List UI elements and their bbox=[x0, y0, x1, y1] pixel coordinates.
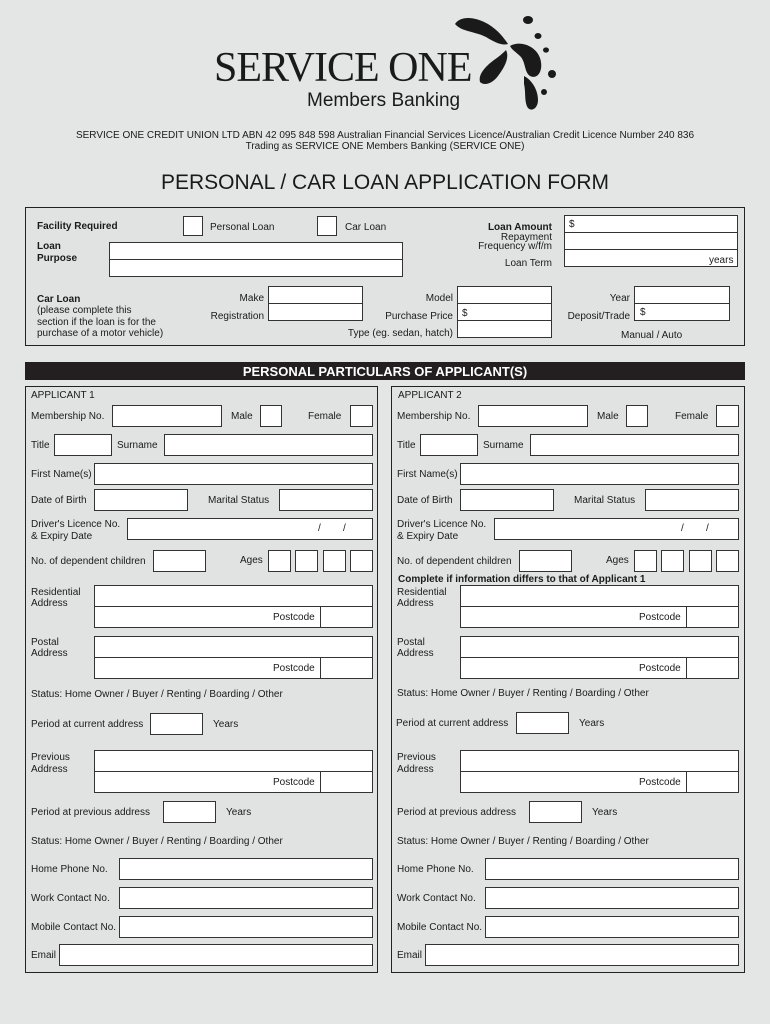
a1-period-previous-years: Years bbox=[226, 807, 252, 818]
a2-email-input[interactable] bbox=[425, 944, 739, 966]
a1-mobile-contact-input[interactable] bbox=[119, 916, 373, 938]
a1-home-phone-label: Home Phone No. bbox=[31, 864, 108, 875]
deposit-trade-label: Deposit/Trade bbox=[567, 311, 630, 322]
a2-home-phone-input[interactable] bbox=[485, 858, 739, 880]
a1-licence-label-2: & Expiry Date bbox=[31, 531, 93, 542]
a2-title-input[interactable] bbox=[420, 434, 478, 456]
a2-period-previous-label: Period at previous address bbox=[397, 807, 516, 818]
a2-period-current-input[interactable] bbox=[516, 712, 569, 734]
a2-previous-address-label: Address bbox=[397, 764, 434, 775]
a2-date-sep-2: / bbox=[706, 523, 709, 534]
purchase-price-label: Purchase Price bbox=[385, 311, 453, 322]
trading-line: Trading as SERVICE ONE Members Banking (SERVICE ONE) bbox=[245, 141, 525, 152]
purchase-price-currency: $ bbox=[462, 308, 468, 319]
a2-dob-input[interactable] bbox=[460, 489, 554, 511]
a2-dob-label: Date of Birth bbox=[397, 495, 453, 506]
a1-residential-address-label: Address bbox=[31, 598, 68, 609]
loan-purpose-input-2[interactable] bbox=[109, 259, 403, 277]
a2-male-checkbox[interactable] bbox=[626, 405, 648, 427]
year-input[interactable] bbox=[634, 286, 730, 304]
car-loan-heading: Car Loan bbox=[37, 294, 81, 305]
a2-status-label: Status: Home Owner / Buyer / Renting / Boarding / Other bbox=[397, 688, 649, 699]
make-input[interactable] bbox=[268, 286, 363, 304]
a2-licence-input[interactable] bbox=[494, 518, 739, 540]
licence-line: SERVICE ONE CREDIT UNION LTD ABN 42 095 848 598 Australian Financial Services Licence/Australian Credit Licence Number 240 836 bbox=[75, 130, 695, 141]
car-loan-note-2: section if the loan is for the bbox=[37, 317, 156, 328]
a1-work-contact-label: Work Contact No. bbox=[31, 893, 110, 904]
car-loan-checkbox[interactable] bbox=[317, 216, 337, 236]
a2-licence-label-2: & Expiry Date bbox=[397, 531, 459, 542]
manual-auto-label: Manual / Auto bbox=[621, 330, 683, 341]
a2-work-contact-label: Work Contact No. bbox=[397, 893, 476, 904]
a1-surname-input[interactable] bbox=[164, 434, 373, 456]
a1-postal-address-label: Address bbox=[31, 648, 68, 659]
a2-male-label: Male bbox=[597, 411, 619, 422]
a1-age-input-4[interactable] bbox=[350, 550, 373, 572]
a2-marital-input[interactable] bbox=[645, 489, 739, 511]
a1-res-postcode-label: Postcode bbox=[273, 612, 315, 623]
car-type-label: Type (eg. sedan, hatch) bbox=[347, 328, 453, 339]
a1-licence-input[interactable] bbox=[127, 518, 373, 540]
deposit-currency: $ bbox=[640, 307, 646, 318]
a2-prev-postcode-label: Postcode bbox=[639, 777, 681, 788]
a1-prev-postcode-label: Postcode bbox=[273, 777, 315, 788]
repayment-label: Repayment bbox=[500, 232, 552, 243]
a1-period-previous-label: Period at previous address bbox=[31, 807, 150, 818]
a1-status-previous-label: Status: Home Owner / Buyer / Renting / Boarding / Other bbox=[31, 836, 283, 847]
loan-term-unit: years bbox=[709, 255, 734, 266]
loan-purpose-label-2: Purpose bbox=[37, 253, 78, 264]
personal-loan-checkbox[interactable] bbox=[183, 216, 203, 236]
loan-purpose-input-1[interactable] bbox=[109, 242, 403, 260]
a1-previous-label: Previous bbox=[31, 752, 70, 763]
a1-date-sep-1: / bbox=[318, 523, 321, 534]
personal-loan-label: Personal Loan bbox=[210, 222, 275, 233]
a1-prev-postcode-input[interactable] bbox=[320, 771, 373, 793]
a2-res-postcode-input[interactable] bbox=[686, 606, 739, 628]
a2-home-phone-label: Home Phone No. bbox=[397, 864, 474, 875]
a2-status-previous-label: Status: Home Owner / Buyer / Renting / Boarding / Other bbox=[397, 836, 649, 847]
a1-age-input-1[interactable] bbox=[268, 550, 291, 572]
a2-previous-label: Previous bbox=[397, 752, 436, 763]
a2-first-names-label: First Name(s) bbox=[397, 469, 458, 480]
car-loan-note-3: purchase of a motor vehicle) bbox=[37, 328, 164, 339]
a1-work-contact-input[interactable] bbox=[119, 887, 373, 909]
a1-licence-label: Driver's Licence No. bbox=[31, 519, 121, 530]
registration-label: Registration bbox=[210, 311, 264, 322]
a1-dependents-input[interactable] bbox=[153, 550, 206, 572]
a1-first-names-input[interactable] bbox=[94, 463, 373, 485]
facility-required-label: Facility Required bbox=[37, 221, 118, 232]
model-label: Model bbox=[425, 293, 453, 304]
loan-amount-currency: $ bbox=[569, 219, 575, 230]
a2-email-label: Email bbox=[397, 950, 423, 961]
car-loan-option-label: Car Loan bbox=[345, 222, 387, 233]
a1-female-checkbox[interactable] bbox=[350, 405, 373, 427]
a1-dependents-label: No. of dependent children bbox=[31, 556, 146, 567]
a1-first-names-label: First Name(s) bbox=[31, 469, 92, 480]
registration-input[interactable] bbox=[268, 303, 363, 321]
a1-marital-input[interactable] bbox=[279, 489, 373, 511]
a2-title-label: Title bbox=[397, 440, 416, 451]
applicant-1-heading: APPLICANT 1 bbox=[31, 390, 95, 401]
a1-age-input-3[interactable] bbox=[323, 550, 346, 572]
deposit-trade-input[interactable] bbox=[634, 303, 730, 321]
repayment-frequency-input[interactable] bbox=[564, 232, 738, 250]
a2-period-current-label: Period at current address bbox=[396, 718, 509, 729]
loan-purpose-label: Loan bbox=[37, 241, 61, 252]
a1-period-current-years: Years bbox=[213, 719, 239, 730]
a1-period-previous-input[interactable] bbox=[163, 801, 216, 823]
personal-particulars-heading: PERSONAL PARTICULARS OF APPLICANT(S) bbox=[25, 362, 745, 380]
a2-membership-label: Membership No. bbox=[397, 411, 471, 422]
a1-surname-label: Surname bbox=[117, 440, 158, 451]
a2-residential-label: Residential bbox=[397, 587, 447, 598]
a2-age-input-4[interactable] bbox=[716, 550, 739, 572]
loan-term-label: Loan Term bbox=[504, 258, 552, 269]
a2-mobile-contact-input[interactable] bbox=[485, 916, 739, 938]
frequency-label: Frequency w/f/m bbox=[478, 241, 552, 252]
a1-email-label: Email bbox=[31, 950, 57, 961]
a2-res-postcode-label: Postcode bbox=[639, 612, 681, 623]
a2-period-previous-years: Years bbox=[592, 807, 618, 818]
a2-postal-input-1[interactable] bbox=[460, 636, 739, 658]
a1-postal-input-1[interactable] bbox=[94, 636, 373, 658]
a1-title-input[interactable] bbox=[54, 434, 112, 456]
a2-first-names-input[interactable] bbox=[460, 463, 739, 485]
a2-dependents-input[interactable] bbox=[519, 550, 572, 572]
a1-date-sep-2: / bbox=[343, 523, 346, 534]
a1-membership-input[interactable] bbox=[112, 405, 222, 427]
a1-postal-label: Postal bbox=[31, 637, 59, 648]
a1-age-input-2[interactable] bbox=[295, 550, 318, 572]
a1-res-postcode-input[interactable] bbox=[320, 606, 373, 628]
brand-tagline: Members Banking bbox=[307, 90, 461, 111]
a2-membership-input[interactable] bbox=[478, 405, 588, 427]
a1-previous-address-label: Address bbox=[31, 764, 68, 775]
a2-age-input-2[interactable] bbox=[661, 550, 684, 572]
a2-period-current-years: Years bbox=[579, 718, 605, 729]
a2-postal-postcode-input[interactable] bbox=[686, 657, 739, 679]
a2-previous-input-1[interactable] bbox=[460, 750, 739, 772]
a2-postal-postcode-label: Postcode bbox=[639, 663, 681, 674]
a2-mobile-contact-label: Mobile Contact No. bbox=[397, 922, 483, 933]
loan-amount-label: Loan Amount bbox=[487, 222, 552, 233]
a2-age-input-3[interactable] bbox=[689, 550, 712, 572]
brand-name: SERVICE ONE bbox=[214, 45, 472, 91]
a1-period-current-label: Period at current address bbox=[31, 719, 144, 730]
year-label: Year bbox=[609, 293, 630, 304]
car-loan-note-1: (please complete this bbox=[37, 305, 132, 316]
a1-residential-input-1[interactable] bbox=[94, 585, 373, 607]
a2-surname-label: Surname bbox=[483, 440, 524, 451]
a2-licence-label: Driver's Licence No. bbox=[397, 519, 487, 530]
a2-dependents-label: No. of dependent children bbox=[397, 556, 512, 567]
a2-female-checkbox[interactable] bbox=[716, 405, 739, 427]
a2-marital-label: Marital Status bbox=[574, 495, 636, 506]
a2-differs-note: Complete if information differs to that of Applicant 1 bbox=[398, 574, 646, 585]
a1-residential-label: Residential bbox=[31, 587, 81, 598]
a1-male-checkbox[interactable] bbox=[260, 405, 282, 427]
a2-postal-label: Postal bbox=[397, 637, 425, 648]
loan-amount-input[interactable] bbox=[564, 215, 738, 233]
a1-home-phone-input[interactable] bbox=[119, 858, 373, 880]
a2-female-label: Female bbox=[675, 411, 709, 422]
a2-work-contact-input[interactable] bbox=[485, 887, 739, 909]
form-title: PERSONAL / CAR LOAN APPLICATION FORM bbox=[160, 171, 610, 194]
a2-date-sep-1: / bbox=[681, 523, 684, 534]
a2-ages-label: Ages bbox=[606, 555, 629, 566]
make-label: Make bbox=[239, 293, 264, 304]
a1-female-label: Female bbox=[308, 411, 342, 422]
a1-dob-input[interactable] bbox=[94, 489, 188, 511]
a1-postal-postcode-label: Postcode bbox=[273, 663, 315, 674]
a1-email-input[interactable] bbox=[59, 944, 373, 966]
a2-surname-input[interactable] bbox=[530, 434, 739, 456]
a1-ages-label: Ages bbox=[240, 555, 263, 566]
a2-age-input-1[interactable] bbox=[634, 550, 657, 572]
a1-period-current-input[interactable] bbox=[150, 713, 203, 735]
a1-membership-label: Membership No. bbox=[31, 411, 105, 422]
a1-title-label: Title bbox=[31, 440, 50, 451]
a2-residential-address-label: Address bbox=[397, 598, 434, 609]
a1-marital-label: Marital Status bbox=[208, 495, 270, 506]
a1-mobile-contact-label: Mobile Contact No. bbox=[31, 922, 117, 933]
a1-postal-postcode-input[interactable] bbox=[320, 657, 373, 679]
a2-period-previous-input[interactable] bbox=[529, 801, 582, 823]
a1-status-label: Status: Home Owner / Buyer / Renting / Boarding / Other bbox=[31, 689, 283, 700]
a2-postal-address-label: Address bbox=[397, 648, 434, 659]
applicant-2-heading: APPLICANT 2 bbox=[398, 390, 462, 401]
a1-previous-input-1[interactable] bbox=[94, 750, 373, 772]
a1-male-label: Male bbox=[231, 411, 253, 422]
car-type-input[interactable] bbox=[457, 320, 552, 338]
a1-dob-label: Date of Birth bbox=[31, 495, 87, 506]
a2-residential-input-1[interactable] bbox=[460, 585, 739, 607]
a2-prev-postcode-input[interactable] bbox=[686, 771, 739, 793]
